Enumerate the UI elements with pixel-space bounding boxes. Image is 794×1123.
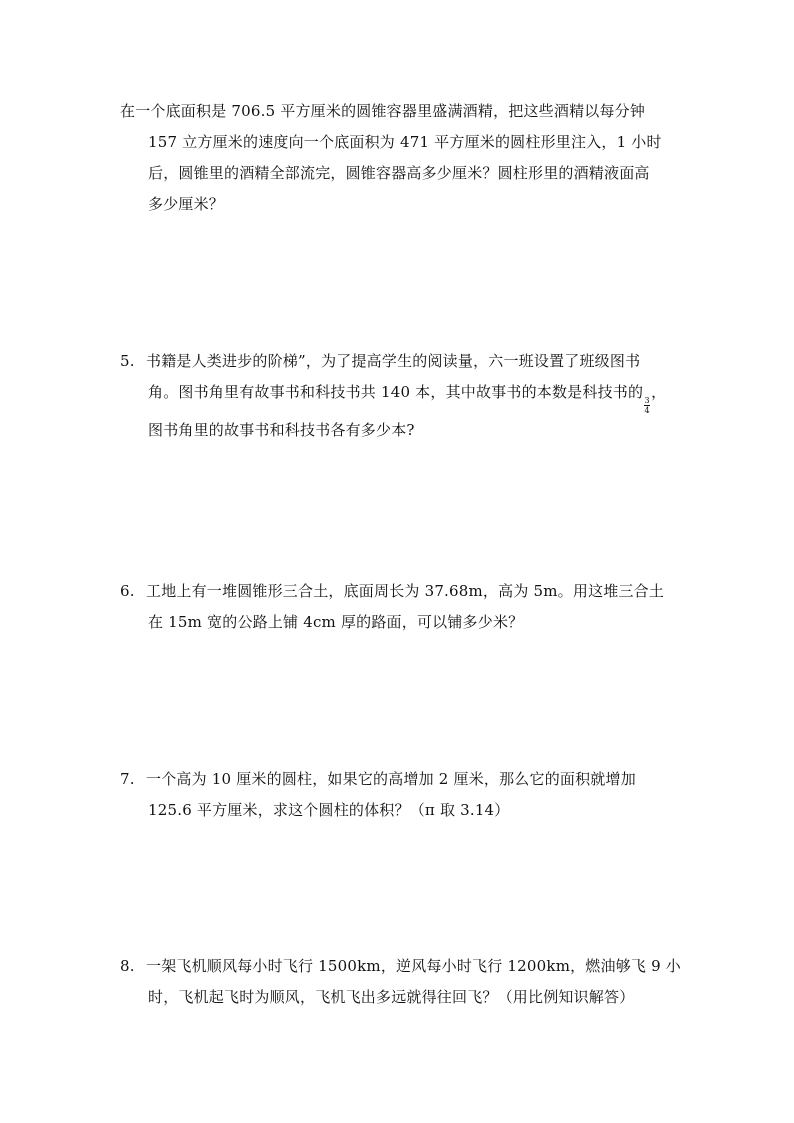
fraction bbox=[644, 396, 650, 415]
problem-line: 在一个底面积是 706.5 平方厘米的圆锥容器里盛满酒精，把这些酒精以每分钟 bbox=[120, 102, 646, 120]
problem-8 bbox=[120, 951, 680, 1013]
problem-line: 图书角里的故事书和科技书各有多少本? bbox=[148, 421, 415, 439]
problem-6 bbox=[120, 576, 680, 638]
problem-line: 工地上有一堆圆锥形三合土，底面周长为 37.68m，高为 5m。用这堆三合土 bbox=[146, 582, 665, 600]
problem-number: 7. bbox=[120, 770, 135, 788]
problem-line: 时，飞机起飞时为顺风，飞机飞出多远就得往回飞？（用比例知识解答） bbox=[148, 988, 635, 1006]
problem-number: 5. bbox=[120, 352, 135, 370]
problem-line: 一架飞机顺风每小时飞行 1500km，逆风每小时飞行 1200km，燃油够飞 9 小 bbox=[146, 957, 681, 975]
problem-line: 书籍是人类进步的阶梯”，为了提高学生的阅读量，六一班设置了班级图书 bbox=[146, 352, 641, 370]
fraction-punctuation: ， bbox=[651, 383, 667, 401]
fraction-denominator: 4 bbox=[644, 406, 650, 415]
problem-line: 角。图书角里有故事书和科技书共 140 本，其中故事书的本数是科技书的 bbox=[148, 383, 644, 401]
problem-line: 后，圆锥里的酒精全部流完，圆锥容器高多少厘米？圆柱形里的酒精液面高 bbox=[148, 164, 650, 182]
problem-number: 8. bbox=[120, 957, 135, 975]
problem-line: 一个高为 10 厘米的圆柱，如果它的高增加 2 厘米，那么它的面积就增加 bbox=[146, 770, 636, 788]
fraction-numerator: 3 bbox=[644, 396, 650, 405]
problem-5 bbox=[120, 346, 680, 446]
problem-line: 157 立方厘米的速度向一个底面积为 471 平方厘米的圆柱形里注入，1 小时 bbox=[148, 133, 662, 151]
problem-number: 6. bbox=[120, 582, 135, 600]
problem-cone-alcohol bbox=[120, 96, 680, 220]
problem-line: 125.6 平方厘米，求这个圆柱的体积？（π 取 3.14） bbox=[148, 801, 510, 819]
problem-line: 在 15m 宽的公路上铺 4cm 厚的路面，可以铺多少米？ bbox=[148, 613, 524, 631]
problem-7 bbox=[120, 764, 680, 826]
problem-line: 多少厘米？ bbox=[148, 195, 225, 213]
